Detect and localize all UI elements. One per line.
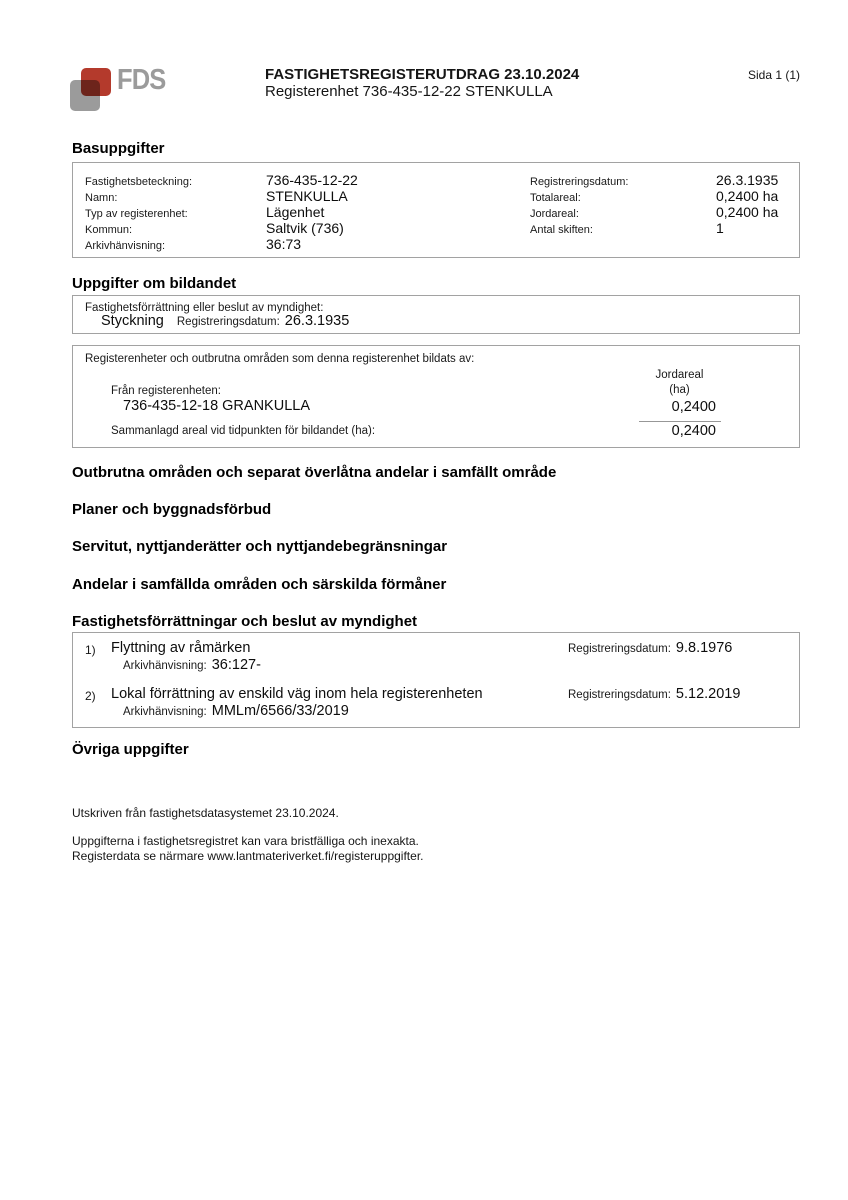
footer-disclaimer-line: Uppgifterna i fastighetsregistret kan vara bristfälliga och inexakta. (72, 834, 419, 848)
item-number: 1) (85, 643, 96, 657)
heading-basuppgifter: Basuppgifter (72, 140, 165, 157)
item-number: 2) (85, 689, 96, 703)
sum-value: 0,2400 (671, 423, 716, 439)
reg-label: Registreringsdatum: (568, 643, 671, 655)
field-label: Namn: (85, 192, 118, 204)
field-value: 736-435-12-22 (266, 172, 358, 188)
field-label: Antal skiften: (530, 224, 593, 236)
heading-andelar: Andelar i samfällda områden och särskilda förmåner (72, 576, 447, 593)
field-label: Kommun: (85, 224, 133, 236)
reg-label: Registreringsdatum: (568, 689, 671, 701)
item-arkiv-row (123, 657, 261, 675)
footer-printed-line: Utskriven från fastighetsdatasystemet 23.10.2024. (72, 806, 339, 820)
field-label: Totalareal: (530, 192, 581, 204)
bildandet-kallor-box (72, 345, 800, 448)
arkiv-label: Arkivhänvisning: (123, 706, 207, 718)
footer-registerdata-line: Registerdata se närmare www.lantmateriverket.fi/registeruppgifter. (72, 849, 424, 863)
bildandet-forrattning-box (72, 295, 800, 334)
heading-planer: Planer och byggnadsförbud (72, 501, 272, 518)
field-value: 36:73 (266, 236, 302, 252)
document-subtitle: Registerenhet 736-435-12-22 STENKULLA (265, 83, 553, 100)
field-label: Typ av registerenhet: (85, 208, 188, 220)
field-value: 1 (716, 220, 724, 236)
field-label: Arkivhänvisning: (85, 240, 166, 252)
arkiv-label: Arkivhänvisning: (123, 660, 207, 672)
item-reg-row (568, 639, 732, 658)
forrattning-value: Styckning (101, 313, 164, 329)
heading-fastighetsforrattningar: Fastighetsförrättningar och beslut av myndighet (72, 613, 418, 630)
field-typ-av-registerenhet (85, 204, 358, 220)
sum-divider (639, 421, 721, 422)
heading-outbrutna-omraden: Outbrutna områden och separat överlåtna andelar i samfällt område (72, 464, 557, 481)
field-fastighetsbeteckning (85, 172, 358, 188)
forrattning-row (101, 313, 349, 331)
reg-value: 26.3.1935 (284, 313, 350, 329)
reg-label: Registreringsdatum: (176, 316, 280, 328)
item-title: Lokal förrättning av enskild väg inom hela registerenheten (111, 686, 483, 702)
basuppgifter-left-column (85, 172, 358, 252)
basuppgifter-box (72, 162, 800, 258)
heading-uppgifter-om-bildandet: Uppgifter om bildandet (72, 275, 237, 292)
field-value: 0,2400 ha (716, 204, 779, 220)
item-arkiv-row (123, 703, 349, 721)
area-column-unit: (ha) (669, 384, 690, 396)
field-arkivhanvisning (85, 236, 358, 252)
bildandet-intro: Registerenheter och outbrutna områden som denna registerenhet bildats av: (85, 353, 475, 365)
field-value: 26.3.1935 (716, 172, 779, 188)
basuppgifter-right-column (530, 172, 778, 236)
page-number: Sida 1 (1) (748, 68, 801, 82)
sum-label: Sammanlagd areal vid tidpunkten för bildandet (ha): (111, 425, 376, 437)
field-totalareal (530, 188, 778, 204)
field-namn (85, 188, 358, 204)
from-register-value: 736-435-12-18 GRANKULLA (123, 398, 310, 414)
field-label: Fastighetsbeteckning: (85, 176, 193, 188)
field-antal-skiften (530, 220, 778, 236)
item-title: Flyttning av råmärken (111, 640, 251, 656)
logo-red-square-icon (81, 68, 111, 96)
heading-servitut: Servitut, nyttjanderätter och nyttjandebegränsningar (72, 538, 448, 555)
arkiv-value: 36:127- (211, 657, 261, 673)
field-value: 0,2400 ha (716, 188, 779, 204)
forrattningar-box (72, 632, 800, 728)
arkiv-value: MMLm/6566/33/2019 (211, 703, 349, 719)
field-kommun (85, 220, 358, 236)
item-reg-row (568, 685, 740, 704)
field-jordareal (530, 204, 778, 220)
field-label: Registreringsdatum: (530, 176, 629, 188)
field-label: Jordareal: (530, 208, 579, 220)
field-value: Saltvik (736) (266, 220, 344, 236)
logo-text: FDS (117, 64, 166, 96)
area-column-title: Jordareal (655, 369, 704, 381)
heading-ovriga-uppgifter: Övriga uppgifter (72, 741, 189, 758)
field-value: STENKULLA (266, 188, 348, 204)
field-value: Lägenhet (266, 204, 325, 220)
fds-logo (70, 62, 190, 118)
reg-value: 5.12.2019 (675, 686, 741, 702)
forrattning-label: Fastighetsförrättning eller beslut av myndighet: (85, 302, 324, 314)
field-registreringsdatum (530, 172, 778, 188)
from-register-area: 0,2400 (671, 399, 716, 415)
document-title: FASTIGHETSREGISTERUTDRAG 23.10.2024 (265, 66, 580, 83)
document-header (265, 66, 579, 100)
reg-value: 9.8.1976 (675, 640, 733, 656)
from-register-label: Från registerenheten: (111, 385, 221, 397)
